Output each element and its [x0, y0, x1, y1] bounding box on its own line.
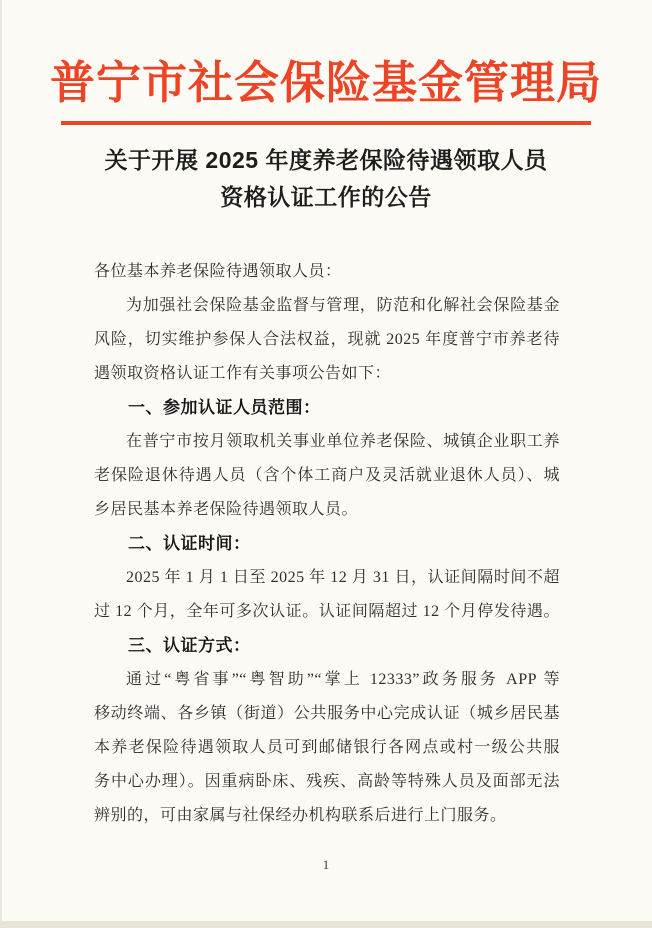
document-line: 2025 年 1 月 1 日至 2025 年 12 月 31 日，认证间隔时间不超	[126, 569, 560, 586]
document-line: 乡居民基本养老保险待遇领取人员。	[94, 501, 359, 518]
document-line: 风险，切实维护参保人合法权益，现就 2025 年度普宁市养老待	[94, 331, 560, 348]
document-line: 三、认证方式：	[128, 636, 251, 655]
document-line: 在普宁市按月领取机关事业单位养老保险、城镇企业职工养	[126, 433, 560, 450]
document-line: 二、认证时间：	[128, 534, 251, 553]
document-title-line2: 资格认证工作的公告	[220, 184, 432, 210]
document-line: 为加强社会保险基金监督与管理，防范和化解社会保险基金	[126, 297, 560, 314]
document-line: 务中心办理）。因重病卧床、残疾、高龄等特殊人员及面部无法	[94, 773, 560, 790]
letterhead-divider-rule	[61, 121, 591, 125]
document-line: 移动终端、各乡镇（街道）公共服务中心完成认证（城乡居民基	[94, 705, 560, 722]
document-line: 辨别的，可由家属与社保经办机构联系后进行上门服务。	[94, 807, 507, 824]
document-line: 过 12 个月，全年可多次认证。认证间隔超过 12 个月停发待遇。	[94, 603, 560, 620]
document-line: 老保险退休待遇人员（含个体工商户及灵活就业退休人员）、城	[94, 467, 560, 484]
agency-letterhead: 普宁市社会保险基金管理局	[49, 58, 602, 108]
document-title	[0, 142, 652, 216]
document-line: 各位基本养老保险待遇领取人员：	[94, 263, 342, 280]
document-line: 本养老保险待遇领取人员可到邮储银行各网点或村一级公共服	[94, 739, 560, 756]
document-line: 一、参加认证人员范围：	[128, 398, 321, 417]
page-number: 1	[322, 857, 330, 872]
document-line: 遇领取资格认证工作有关事项公告如下：	[94, 365, 392, 382]
document-body	[94, 255, 560, 833]
document-line: 通过“粤省事”“粤智助”“掌上 12333”政务服务 APP 等	[126, 671, 560, 688]
document-title-line1: 关于开展 2025 年度养老保险待遇领取人员	[104, 147, 548, 173]
